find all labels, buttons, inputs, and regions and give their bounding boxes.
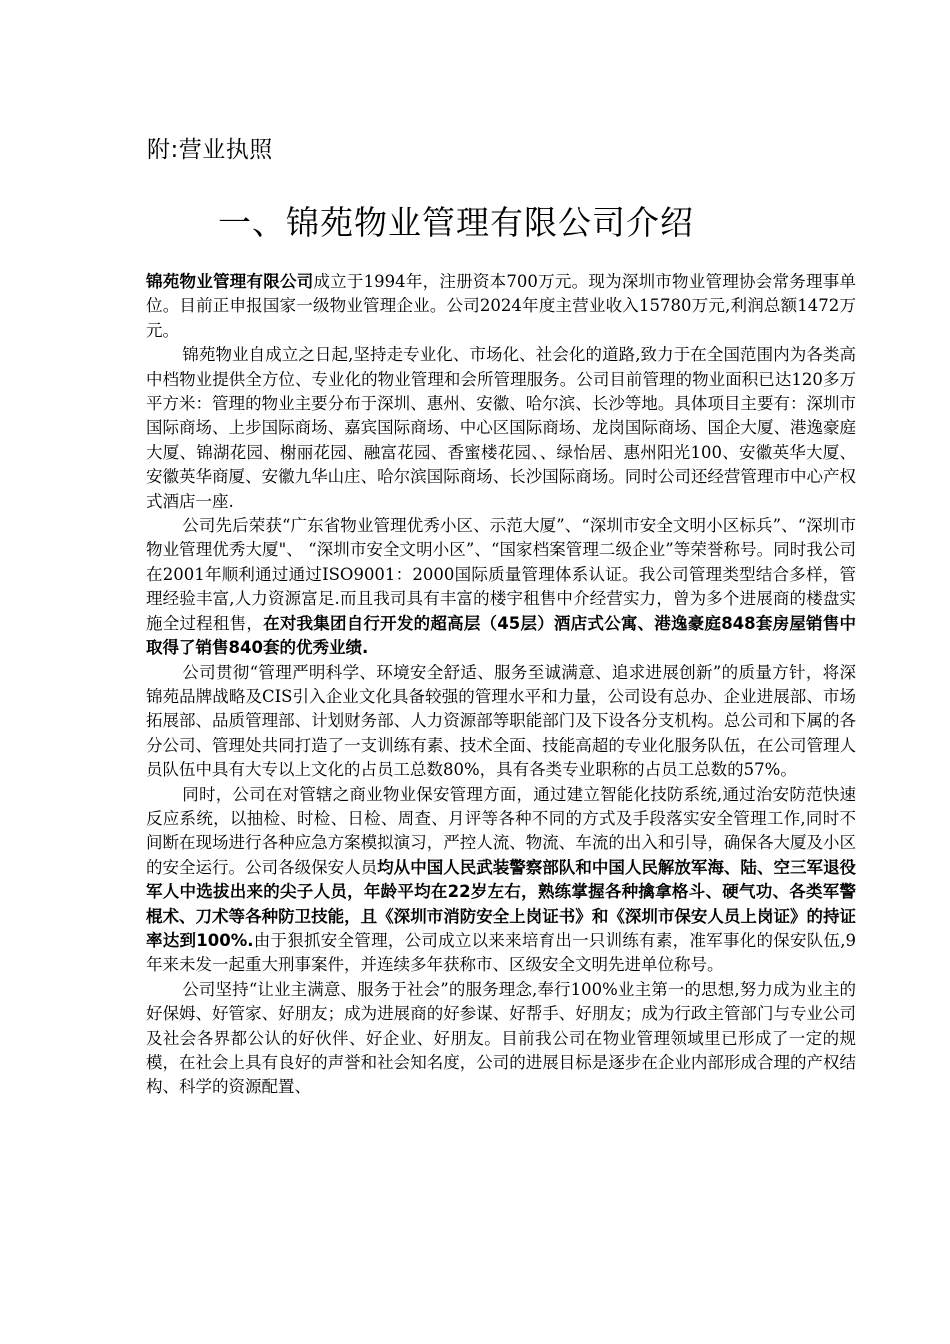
paragraph-honors <box>146 514 856 660</box>
security-staff-highlight: 均从中国人民武装警察部队和中国人民解放军海、陆、空三军退役军人中选拔出来的尖子人员，年龄平均在22岁左右，熟练掌握各种擒拿格斗、硬气功、各类军警棍术、刀术等各种防卫技能，且《深圳市消防安全上岗证书》和《深圳市保安人员上岗证》的持证率达到100%. <box>146 857 857 950</box>
paragraph-text: 公司贯彻“管理严明科学、环境安全舒适、服务至诚满意、追求进展创新”的质量方针，将深锦苑品牌战略及CIS引入企业文化具备较强的管理水平和力量，公司设有总办、企业进展部、市场拓展部、品质管理部、计划财务部、人力资源部等职能部门及下设各分支机构。总公司和下属的各分公司、管理处共同打造了一支训练有素、技术全面、技能高超的专业化服务队伍，在公司管理人员队伍中具有大专以上文化的占员工总数80%，具有各类专业职称的占员工总数的57%。 <box>146 662 856 780</box>
sales-highlight: 在对我集团自行开发的超高层（45层）酒店式公寓、港逸豪庭848套房屋销售中取得了销售840套的优秀业绩. <box>146 613 856 658</box>
paragraph-company-overview <box>146 270 856 343</box>
paragraph-text: 成立于1994年，注册资本700万元。现为深圳市物业管理协会常务理事单位。目前正申报国家一级物业管理企业。公司2024年度主营业收入15780万元,利润总额1472万元。 <box>146 272 856 340</box>
paragraph-projects <box>146 343 856 514</box>
paragraph-quality-policy <box>146 661 856 783</box>
section-title: 一、锦苑物业管理有限公司介绍 <box>218 203 694 242</box>
paragraph-service-philosophy <box>146 978 856 1100</box>
paragraph-text: 锦苑物业自成立之日起,坚持走专业化、市场化、社会化的道路,致力于在全国范围内为各类高中档物业提供全方位、专业化的物业管理和会所管理服务。公司目前管理的物业面积已达120多万平方米：管理的物业主要分布于深圳、惠州、安徽、哈尔滨、长沙等地。具体项目主要有：深圳市国际商场、上步国际商场、嘉宾国际商场、中心区国际商场、龙岗国际商场、国企大厦、港逸豪庭大厦、锦湖花园、榭丽花园、融富花园、香蜜楼花园、、绿怡居、惠州阳光100、安徽英华大厦、安徽英华商厦、安徽九华山庄、哈尔滨国际商场、长沙国际商场。同时公司还经营管理市中心产权式酒店一座. <box>146 345 856 511</box>
paragraph-text: 同时，公司在对管辖之商业物业保安管理方面，通过建立智能化技防系统,通过治安防范快速反应系统，以抽检、时检、日检、周查、月评等各种不同的方式及手段落实安全管理工作,同时不间断在现场进行各种应急方案模拟演习，严控人流、物流、车流的出入和引导，确保各大厦及小区的安全运行。公司各级保安人员 <box>146 784 856 877</box>
paragraph-text: 公司先后荣获“广东省物业管理优秀小区、示范大厦”、“深圳市安全文明小区标兵”、“深圳市物业管理优秀大厦"、 “深圳市安全文明小区”、“国家档案管理二级企业”等荣誉称号。同时我公司在2001年顺利通过通过ISO9001：2000国际质量管理体系认证。我公司管理类型结合多样，管理经验丰富,人力资源富足.而且我司具有丰富的楼宇租售中介经营实力，曾为多个进展商的楼盘实施全过程租售， <box>146 516 856 633</box>
company-name: 锦苑物业管理有限公司 <box>146 272 314 291</box>
appendix-heading: 附:营业执照 <box>147 137 273 163</box>
body-text <box>146 270 856 1100</box>
paragraph-security <box>146 783 856 978</box>
paragraph-text-continued: 由于狠抓安全管理，公司成立以来来培育出一只训练有素，准军事化的保安队伍,9年来未发一起重大刑事案件，并连续多年获称市、区级安全文明先进单位称号。 <box>146 930 856 975</box>
paragraph-text: 公司坚持“让业主满意、服务于社会”的服务理念,奉行100%业主第一的思想,努力成为业主的好保姆、好管家、好朋友；成为进展商的好参谋、好帮手、好朋友；成为行政主管部门与专业公司及社会各界都公认的好伙伴、好企业、好朋友。目前我公司在物业管理领域里已形成了一定的规模，在社会上具有良好的声誉和社会知名度，公司的进展目标是逐步在企业内部形成合理的产权结构、科学的资源配置、 <box>146 979 856 1097</box>
